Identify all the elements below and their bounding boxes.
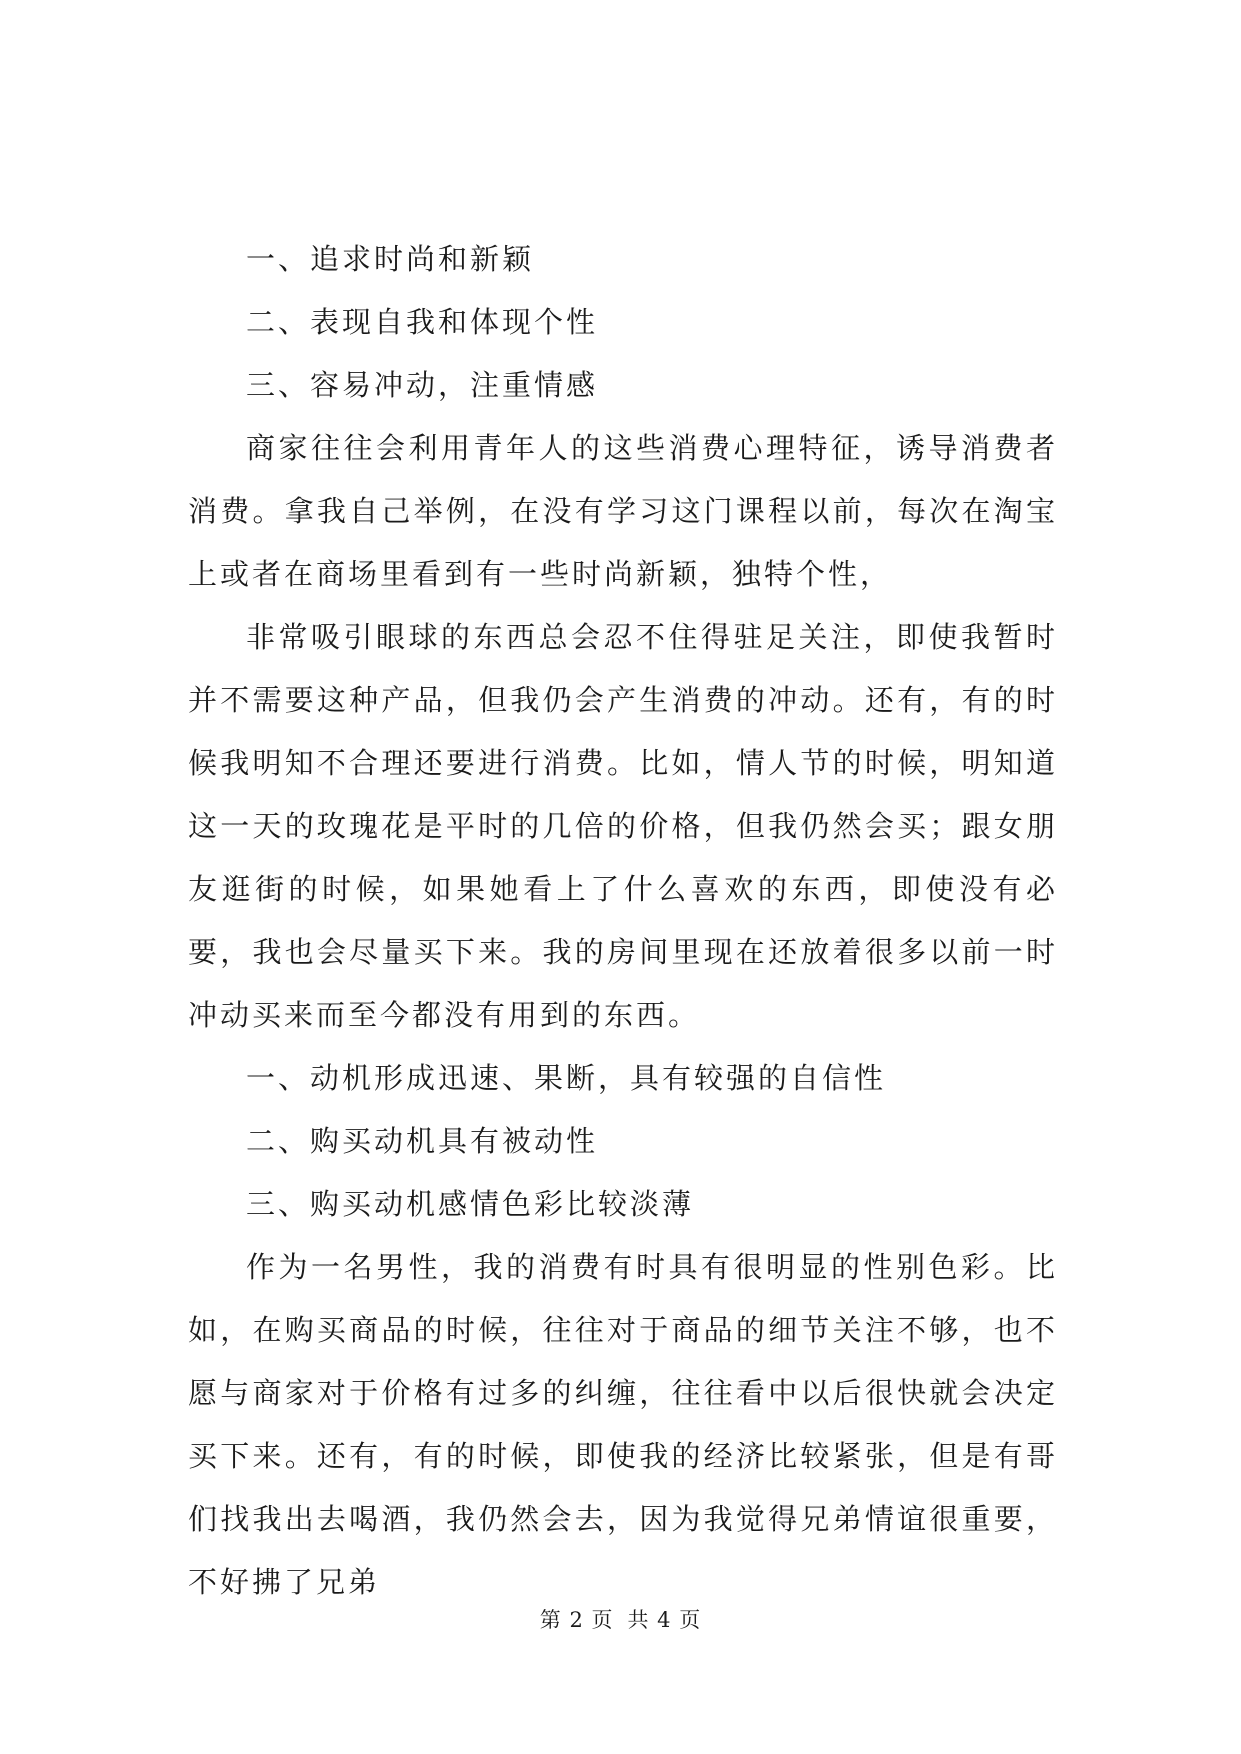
list-item-heading: 一、追求时尚和新颖 (246, 242, 535, 276)
body-paragraph: 商家往往会利用青年人的这些消费心理特征，诱导消费者消费。拿我自己举例，在没有学习这门课程以前，每次在淘宝上或者在商场里看到有一些时尚新颖，独特个性， (188, 431, 1058, 591)
document-body (188, 228, 1058, 1614)
list-item-heading: 三、容易冲动，注重情感 (246, 368, 599, 402)
page-footer (0, 1604, 1241, 1634)
page-total: 共 4 页 (627, 1608, 702, 1632)
list-item-heading: 二、表现自我和体现个性 (246, 305, 599, 339)
body-paragraph: 非常吸引眼球的东西总会忍不住得驻足关注，即使我暂时并不需要这种产品，但我仍会产生消费的冲动。还有，有的时候我明知不合理还要进行消费。比如，情人节的时候，明知道这一天的玫瑰花是平时的几倍的价格，但我仍然会买；跟女朋友逛街的时候，如果她看上了什么喜欢的东西，即使没有必要，我也会尽量买下来。我的房间里现在还放着很多以前一时冲动买来而至今都没有用到的东西。 (188, 620, 1058, 1032)
list-item-heading: 一、动机形成迅速、果断，具有较强的自信性 (246, 1061, 887, 1095)
list-item-heading: 三、购买动机感情色彩比较淡薄 (246, 1187, 695, 1221)
list-item-heading: 二、购买动机具有被动性 (246, 1124, 599, 1158)
body-paragraph: 作为一名男性，我的消费有时具有很明显的性别色彩。比如，在购买商品的时候，往往对于商品的细节关注不够，也不愿与商家对于价格有过多的纠缠，往往看中以后很快就会决定买下来。还有，有的时候，即使我的经济比较紧张，但是有哥们找我出去喝酒，我仍然会去，因为我觉得兄弟情谊很重要，不好拂了兄弟 (188, 1250, 1058, 1599)
page-number: 第 2 页 (539, 1608, 614, 1632)
